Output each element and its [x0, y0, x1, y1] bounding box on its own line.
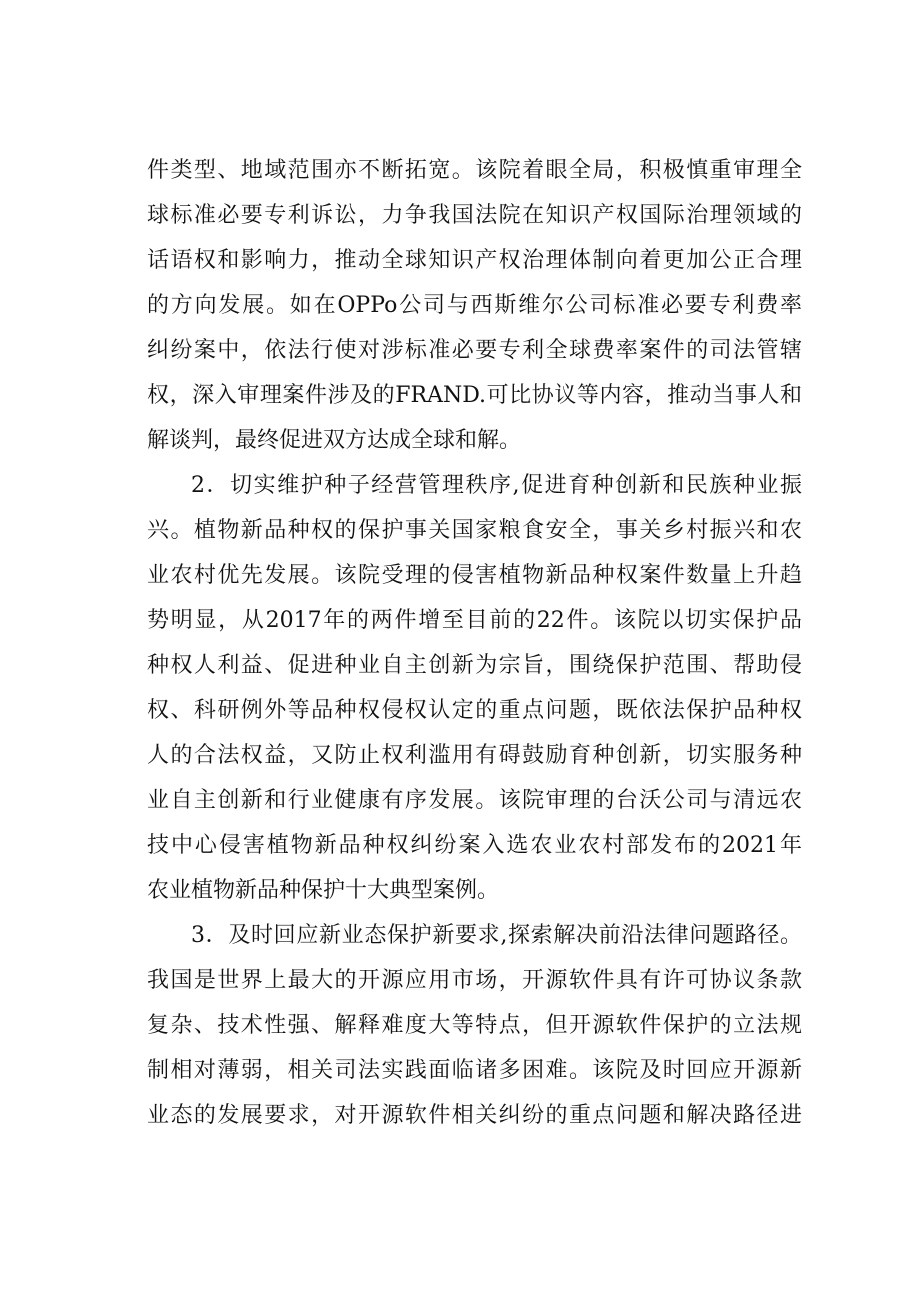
- paragraph: [147, 463, 802, 913]
- text-line: 权，深入审理案件涉及的FRAND.可比协议等内容，推动当事人和: [147, 383, 802, 408]
- text-line: 兴。植物新品种权的保护事关国家粮食安全，事关乡村振兴和农: [147, 518, 802, 543]
- text-line: 2．切实维护种子经营管理秩序,促进育种创新和民族种业振: [191, 473, 802, 498]
- text-line: 3．及时回应新业态保护新要求,探索解决前沿法律问题路径。: [191, 923, 802, 948]
- text-line: 的方向发展。如在OPPo公司与西斯维尔公司标准必要专利费率: [147, 293, 802, 318]
- text-line: 纠纷案中，依法行使对涉标准必要专利全球费率案件的司法管辖: [147, 338, 802, 363]
- text-line: 球标准必要专利诉讼，力争我国法院在知识产权国际治理领域的: [147, 203, 802, 228]
- text-line: 农业植物新品种保护十大典型案例。: [147, 878, 500, 903]
- text-line: 技中心侵害植物新品种权纠纷案入选农业农村部发布的2021年: [147, 833, 802, 858]
- text-line: 业态的发展要求，对开源软件相关纠纷的重点问题和解决路径进: [147, 1103, 802, 1128]
- text-line: 解谈判，最终促进双方达成全球和解。: [147, 428, 522, 453]
- document-page: [147, 148, 802, 1138]
- paragraph: [147, 148, 802, 463]
- text-line: 件类型、地域范围亦不断拓宽。该院着眼全局，积极慎重审理全: [147, 158, 802, 183]
- text-line: 业农村优先发展。该院受理的侵害植物新品种权案件数量上升趋: [147, 563, 802, 588]
- paragraph: [147, 913, 802, 1138]
- text-line: 我国是世界上最大的开源应用市场，开源软件具有许可协议条款: [147, 968, 802, 993]
- text-line: 权、科研例外等品种权侵权认定的重点问题，既依法保护品种权: [147, 698, 802, 723]
- text-line: 种权人利益、促进种业自主创新为宗旨，围绕保护范围、帮助侵: [147, 653, 802, 678]
- text-line: 人的合法权益，又防止权利滥用有碍鼓励育种创新，切实服务种: [147, 743, 802, 768]
- text-line: 话语权和影响力，推动全球知识产权治理体制向着更加公正合理: [147, 248, 802, 273]
- text-line: 业自主创新和行业健康有序发展。该院审理的台沃公司与清远农: [147, 788, 802, 813]
- text-line: 复杂、技术性强、解释难度大等特点，但开源软件保护的立法规: [147, 1013, 802, 1038]
- text-line: 制相对薄弱，相关司法实践面临诸多困难。该院及时回应开源新: [147, 1058, 802, 1083]
- text-line: 势明显，从2017年的两件增至目前的22件。该院以切实保护品: [147, 608, 802, 633]
